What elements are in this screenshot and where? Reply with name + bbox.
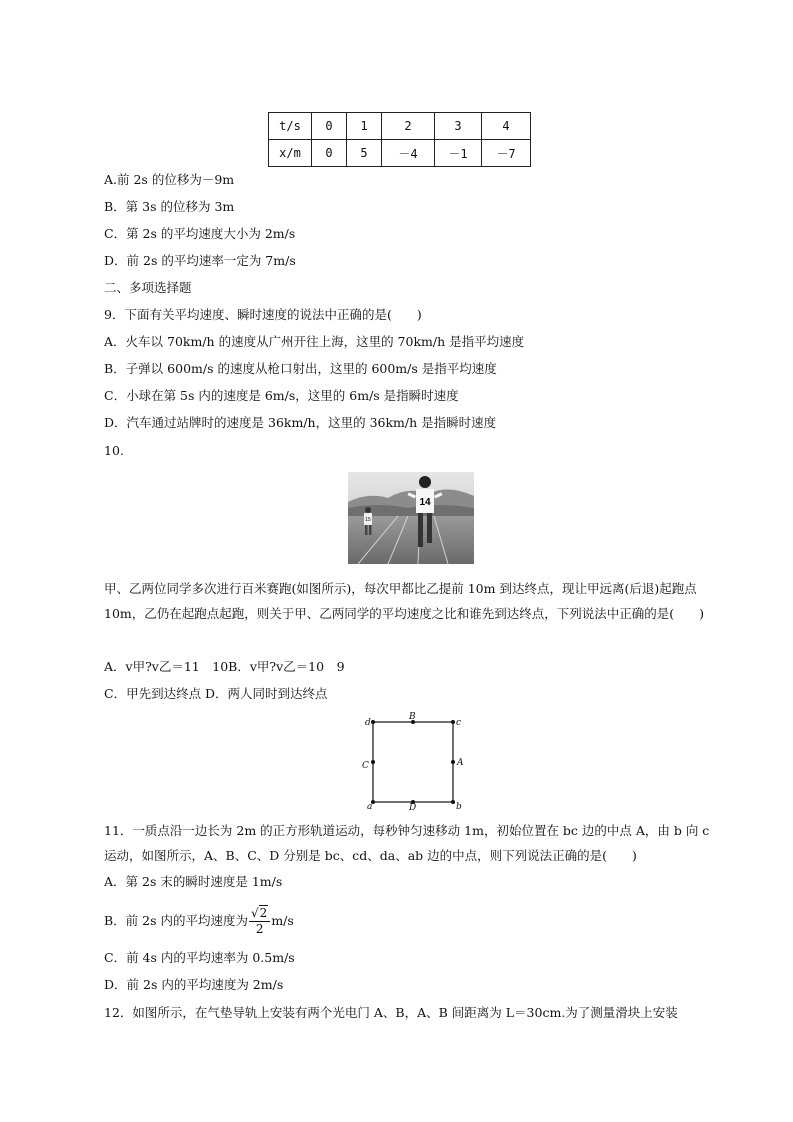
corner-d-label: d xyxy=(365,718,371,728)
corner-c-label: c xyxy=(456,718,462,728)
fraction-denominator: 2 xyxy=(255,922,264,936)
corner-b-label: b xyxy=(456,802,462,810)
table-cell: t/s xyxy=(269,113,312,140)
q9-stem: 9．下面有关平均速度、瞬时速度的说法中正确的是( ) xyxy=(104,307,422,322)
bib-back: 15 xyxy=(365,517,371,523)
table-cell: －7 xyxy=(482,140,531,167)
table-cell: －4 xyxy=(382,140,435,167)
table-cell: 0 xyxy=(312,113,347,140)
square-track-figure xyxy=(360,712,470,810)
fraction: $\frac{√2}{2}$ xyxy=(249,906,270,937)
midpoint-d-label: D xyxy=(409,803,417,810)
q8-option-a: A.前 2s 的位移为－9m xyxy=(104,172,235,187)
q8-option-d: D．前 2s 的平均速率一定为 7m/s xyxy=(104,253,296,268)
bib-front: 14 xyxy=(419,497,431,508)
q8-option-c: C．第 2s 的平均速度大小为 2m/s xyxy=(104,226,296,241)
runners-photo xyxy=(348,472,474,564)
q11-option-b-unit: m/s xyxy=(271,913,294,928)
section-title: 二、多项选择题 xyxy=(104,280,192,295)
q8-option-b: B．第 3s 的位移为 3m xyxy=(104,199,235,214)
table-row xyxy=(269,140,531,167)
table-cell: 3 xyxy=(435,113,482,140)
q11-option-b xyxy=(104,906,294,937)
midpoint-a-label: A xyxy=(457,758,464,768)
q11-option-b-prefix: B．前 2s 内的平均速度为 xyxy=(104,913,249,928)
table-cell: x/m xyxy=(269,140,312,167)
square-track xyxy=(373,722,453,802)
corner-a-label: a xyxy=(367,802,373,810)
q10-stem: 甲、乙两位同学多次进行百米赛跑(如图所示)，每次甲都比乙提前 10m 到达终点，现让甲远离(后退)起跑点 10m，乙仍在起跑点起跑，则关于甲、乙两同学的平均速度之比和谁先到达终点，下列说法中正确的是( ) xyxy=(104,581,705,621)
time-position-table xyxy=(268,112,531,167)
q11-option-c: C．前 4s 内的平均速率为 0.5m/s xyxy=(104,950,295,965)
midpoint-c-label: C xyxy=(362,761,369,771)
q9-option-b: B．子弹以 600m/s 的速度从枪口射出，这里的 600m/s 是指平均速度 xyxy=(104,361,497,376)
q10-options-ab: A．v甲?v乙＝11 10B．v甲?v乙＝10 9 xyxy=(104,659,345,674)
q12-stem: 12．如图所示，在气垫导轨上安装有两个光电门 A、B，A、B 间距离为 L＝30cm.为了测量滑块上安装 xyxy=(104,1005,678,1020)
q11-option-d: D．前 2s 内的平均速度为 2m/s xyxy=(104,977,284,992)
q9-option-a: A．火车以 70km/h 的速度从广州开往上海，这里的 70km/h 是指平均速度 xyxy=(104,334,525,349)
q11-stem: 11．一质点沿一边长为 2m 的正方形轨道运动，每秒钟匀速移动 1m，初始位置在 bc 边的中点 A，由 b 向 c 运动，如图所示，A、B、C、D 分别是 bc、cd、da、ab 边的中点，则下列说法正确的是( ) xyxy=(104,823,710,863)
table-cell: 2 xyxy=(382,113,435,140)
q11-option-a: A．第 2s 末的瞬时速度是 1m/s xyxy=(104,874,283,889)
midpoint-b-label: B xyxy=(409,712,416,722)
table-cell: 5 xyxy=(347,140,382,167)
fraction-numerator: 2 xyxy=(259,906,268,920)
table-cell: 1 xyxy=(347,113,382,140)
table-cell: 0 xyxy=(312,140,347,167)
q10-options-cd: C．甲先到达终点 D．两人同时到达终点 xyxy=(104,686,328,701)
table-cell: －1 xyxy=(435,140,482,167)
q9-option-d: D．汽车通过站牌时的速度是 36km/h，这里的 36km/h 是指瞬时速度 xyxy=(104,415,497,430)
table-row xyxy=(269,113,531,140)
table-cell: 4 xyxy=(482,113,531,140)
q9-option-c: C．小球在第 5s 内的速度是 6m/s，这里的 6m/s 是指瞬时速度 xyxy=(104,388,459,403)
q10-number: 10. xyxy=(104,443,124,458)
